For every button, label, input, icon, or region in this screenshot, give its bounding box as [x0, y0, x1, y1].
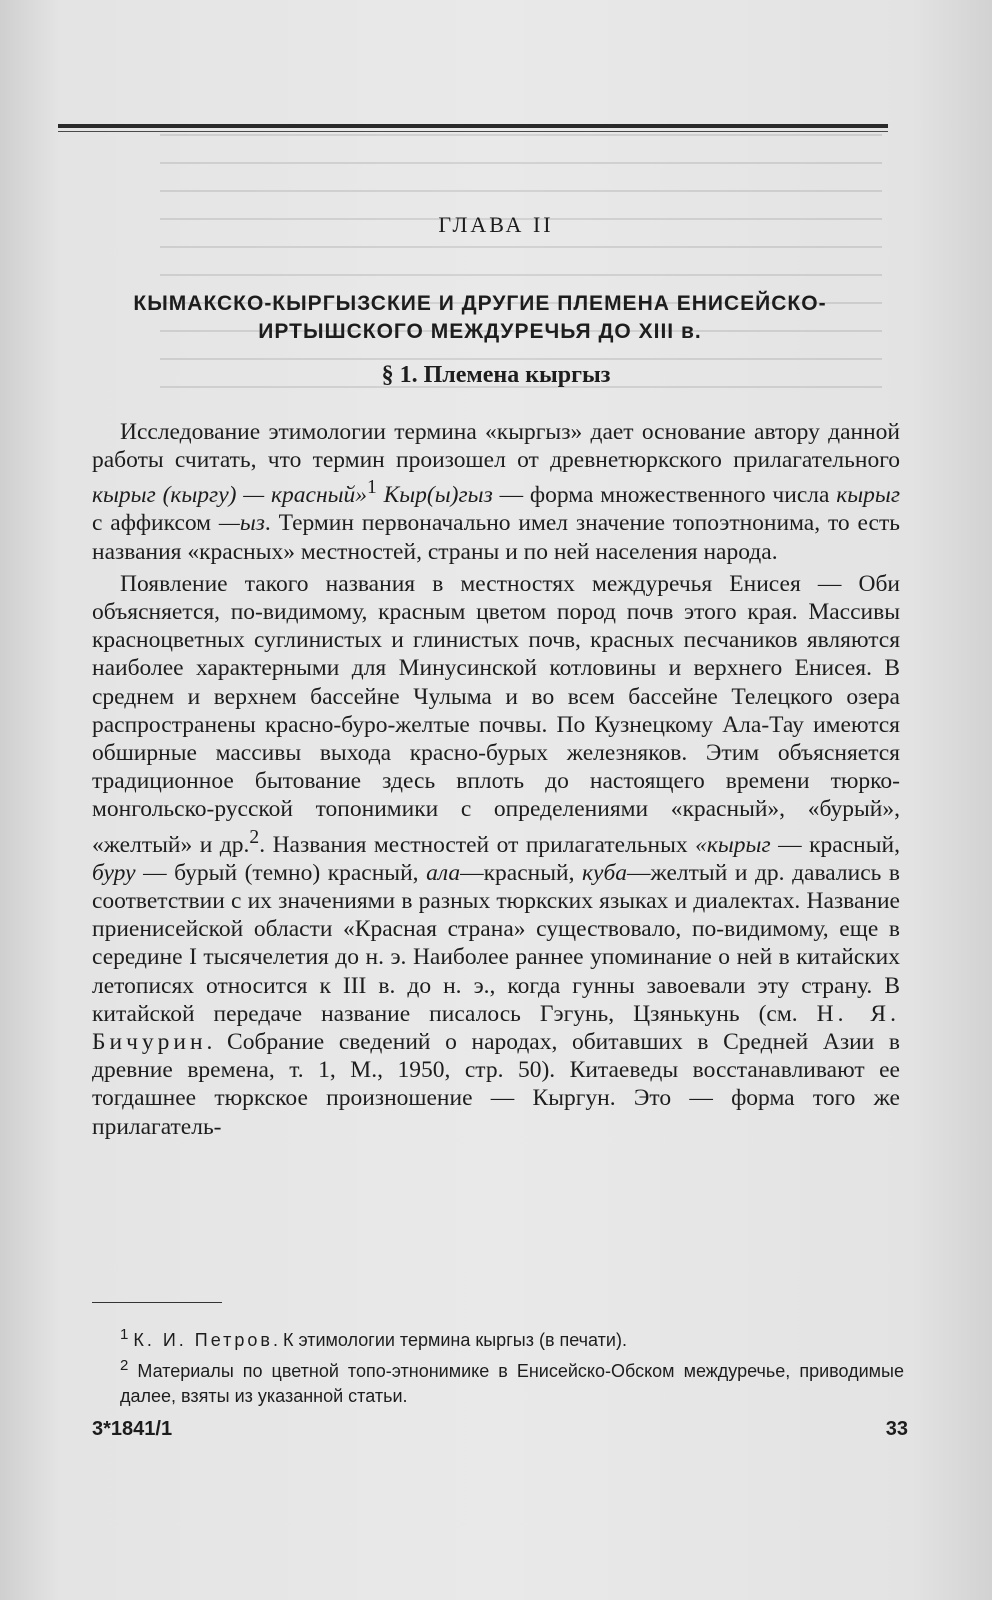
footnotes [120, 1322, 904, 1409]
italic-term: «кырыг [695, 831, 771, 858]
text-run: —желтый и др. давались в соответствии с их значениями в разных тюркских языках и диалектах. Название приенисейской области «Красная страна» существовало, по-видимому, еще в середине I тысячелетия до н. э. Наиболее раннее упоминание о ней в китайских летописях относится к III в. до н. э., когда гунны завоевали эту страну. В китайской передаче название писалось Гэгунь, Цзянькунь (см. [92, 859, 900, 1027]
footnote-ref-1: 1 [367, 477, 377, 499]
footnote-ref-2: 2 [249, 826, 260, 848]
chapter-title [64, 290, 896, 346]
paragraph-2 [92, 570, 900, 1141]
chapter-title-line-2: ИРТЫШСКОГО МЕЖДУРЕЧЬЯ ДО XIII в. [258, 320, 702, 343]
italic-term: кырыг [836, 482, 900, 509]
italic-term: буру [92, 859, 136, 886]
header-rule [58, 124, 888, 128]
text-run: Появление такого названия в местностях междуречья Енисея — Оби объясняется, по-видимому, красным цветом пород почв этого края. Массивы красноцветных суглинистых и глинистых почв, красных песчаников являются наиболее характерными для Минусинской котловины и верхнего Енисея. В среднем и верхнем бассейне Чулыма и во всем бассейне Телецкого озера распространены красно-буро-желтые почвы. По Кузнецкому Ала-Тау имеются обширные массивы выхода красно-бурых железняков. Этим объясняется традиционное бытование здесь вплоть до настоящего времени тюрко-монгольско-русской топонимики с определениями «красный», «бурый», «желтый» и др. [92, 570, 900, 858]
chapter-label: ГЛАВА II [438, 212, 554, 237]
footnote-2 [120, 1353, 904, 1409]
printer-code: 3*1841/1 [92, 1418, 173, 1440]
text-run: — красный, [770, 831, 900, 858]
page-number: 33 [885, 1418, 908, 1440]
italic-term: куба [582, 859, 628, 886]
footnote-text: . К этимологии термина кыргыз (в печати). [272, 1330, 627, 1350]
header-rule-thin [58, 131, 888, 132]
italic-term: —ыз [218, 510, 265, 537]
text-run: . Собрание сведений о народах, обитавших в Средней Азии в древние времена, т. 1, М., 1950, стр. 50). Китаеведы восстанавливают ее тогдашнее тюркское произношение — Кыргун. Это — форма того же прилагатель- [92, 1028, 900, 1140]
section-title: § 1. Племена кыргыз [381, 362, 611, 388]
text-run [377, 482, 384, 508]
text-run: . Названия местностей от прилагательных [259, 831, 696, 858]
text-run: —красный, [460, 859, 583, 886]
text-run: с аффиксом [92, 510, 219, 537]
footnote-text: Материалы по цветной топо-этнонимике в Енисейско-Обском междуречье, приводимые далее, взяты из указанной статьи. [120, 1361, 904, 1406]
footnote-mark: 1 [120, 1326, 129, 1343]
italic-term: ала [426, 859, 461, 886]
footnote-rule [92, 1302, 222, 1303]
paragraph-1 [92, 418, 900, 566]
footnote-mark: 2 [120, 1357, 129, 1374]
footnote-author: К. И. Петров [133, 1330, 273, 1350]
italic-term: Кыр(ы)гыз [383, 482, 493, 509]
author-name: Н. Я. Бичурин [92, 1000, 900, 1055]
footnote-1 [120, 1322, 904, 1353]
text-run: Исследование этимологии термина «кыргыз» дает основание автору данной работы считать, что термин произошел от древнетюркского прилагательного [92, 419, 900, 474]
main-text [92, 418, 900, 1141]
chapter-title-line-1: КЫМАКСКО-КЫРГЫЗСКИЕ И ДРУГИЕ ПЛЕМЕНА ЕНИСЕЙСКО- [133, 292, 827, 315]
text-run: . Термин первоначально имел значение топоэтнонима, то есть названия «красных» местностей, страны и по ней населения народа. [92, 510, 900, 565]
text-run: — форма множественного числа [492, 482, 837, 509]
italic-term: кырыг (кыргу) — красный» [92, 482, 368, 509]
text-run: — бурый (темно) красный, [135, 859, 427, 886]
bleed-through-texture [160, 134, 882, 394]
